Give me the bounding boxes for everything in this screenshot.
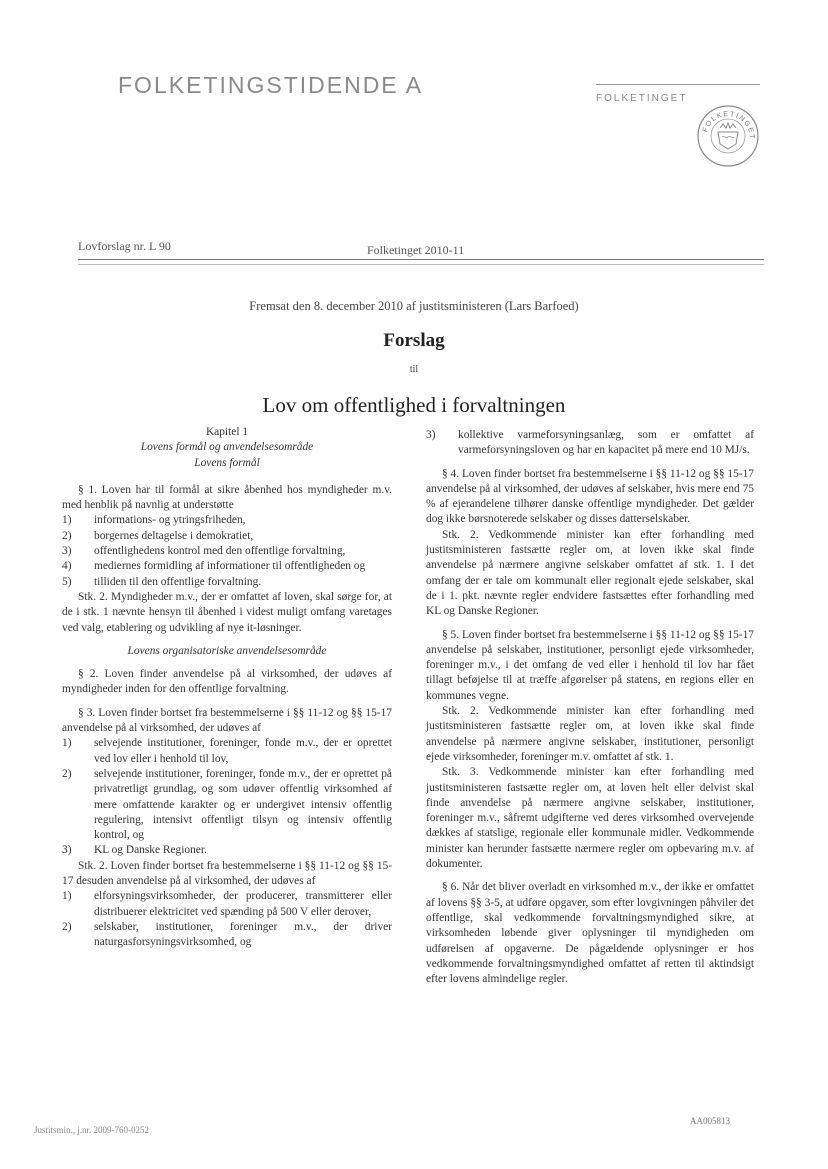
list-item: 3) offentlighedens kontrol med den offentlige forvaltning, (62, 545, 346, 558)
chapter-subheading: Lovens formål og anvendelsesområde (140, 441, 314, 454)
list-item: 2) selskaber, institutioner, foreninger m.v., der driver naturgasforsyningsvirksomhed, og (62, 920, 392, 949)
list-item: 3) KL og Danske Regioner. (62, 844, 207, 857)
document-code: AA005813 (690, 1116, 730, 1126)
chapter-heading: Kapitel 1 (205, 426, 249, 438)
divider (78, 259, 764, 260)
folketinget-label: FOLKETINGET (596, 93, 688, 104)
bill-number: Lovforslag nr. L 90 (78, 239, 171, 253)
heading-til: til (409, 364, 419, 375)
folketinget-rule (596, 84, 760, 85)
section-5: § 5. Loven finder bortset fra bestemmelserne i §§ 11-12 og §§ 15-17 anvendelse på selskaber, institutioner, personligt ejede virksomheder, foreninger m.v., i det omfang de ved eller i henhold til lov har fået tillagt beføjelse til at træffe afgørelser på statens, en regions eller en kommunes vegne. (426, 628, 754, 702)
section-4: § 4. Loven finder bortset fra bestemmelserne i §§ 11-12 og §§ 15-17 anvendelse på al virksomhed, der udøves af selskaber, hvis mere end 75 % af ejerandelene tilhører danske offentlige myndigheder. Det gælder dog ikke børsnoterede selskaber og disses datterselskaber. (426, 467, 754, 526)
left-column (62, 425, 392, 951)
section-1: § 1. Loven har til formål at sikre åbenhed hos myndigheder m.v. med henblik på navnlig at understøtte (62, 483, 392, 512)
list-item: 4) mediernes formidling af informationer til offentligheden og (62, 560, 366, 573)
masthead-title: FOLKETINGSTIDENDE A (118, 72, 424, 98)
section-1-stk-2: Stk. 2. Myndigheder m.v., der er omfattet af loven, skal sørge for, at de i stk. 1 nævnte hensyn til åbenhed i videst muligt omfang varetages ved valg, etablering og udvikling af nye it-løsninger. (62, 590, 392, 634)
section-5-stk-2: Stk. 2. Vedkommende minister kan efter forhandling med justitsministeren fastsætte regler om, at loven ikke skal finde anvendelse på nærmere angivne selskaber, institutioner, personligt ejede virksomheder, foreninger m.v. omfattet af stk. 1. (426, 705, 754, 763)
purpose-heading: Lovens formål (194, 456, 260, 469)
heading-forslag: Forslag (383, 330, 445, 351)
list-item: 5) tilliden til den offentlige forvaltning. (62, 575, 262, 588)
session: Folketinget 2010-11 (367, 243, 465, 257)
section-6: § 6. Når det bliver overladt en virksomhed m.v., der ikke er omfattet af lovens §§ 3-5, at udføre opgaver, som efter lovgivningen påhviler det offentlige, skal vedkommende forvaltningsmyndighed sikre, at virksomheden løbende giver oplysninger til myndigheden om udførelsen af opgaverne. De pågældende oplysninger er hos vedkommende forvaltningsmyndighed omfattet af retten til aktindsigt efter lovens almindelige regler. (426, 881, 754, 986)
journal-number: Justitsmin., j.nr. 2009-760-0252 (34, 1125, 150, 1135)
right-column (426, 428, 754, 987)
seal-text: FOLKETINGET (701, 110, 756, 141)
list-item: 2) borgernes deltagelse i demokratiet, (62, 529, 254, 542)
section-2: § 2. Loven finder anvendelse på al virksomhed, der udøves af myndigheder inden for den offentlige forvaltning. (62, 668, 392, 696)
section-3: § 3. Loven finder bortset fra bestemmelserne i §§ 11-12 og §§ 15-17 anvendelse på al virksomhed, der udøves af (62, 706, 392, 735)
list-item: 1) selvejende institutioner, foreninger, fonde m.v., der er oprettet ved lov eller i henhold til lov, (62, 737, 392, 765)
list-item: 2) selvejende institutioner, foreninger, fonde m.v., der er oprettet på privatretligt grundlag, og som udøver offentlig virksomhed af mere omfattende karakter og er undergivet intensiv offentlig regulering, intensivt offentligt tilsyn og intensiv offentlig kontrol, og (62, 767, 392, 842)
organisational-heading: Lovens organisatoriske anvendelsesområde (127, 644, 327, 657)
presented-line: Fremsat den 8. december 2010 af justitsministeren (Lars Barfoed) (249, 299, 579, 313)
list-item: 1) elforsyningsvirksomheder, der producerer, transmitterer eller distribuerer elektricitet ved spænding på 500 V eller derover, (62, 890, 392, 918)
law-title: Lov om offentlighed i forvaltningen (262, 393, 566, 417)
divider-secondary (78, 264, 764, 265)
list-item: 1) informations- og ytringsfriheden, (62, 514, 246, 527)
section-4-stk-2: Stk. 2. Vedkommende minister kan efter forhandling med justitsministeren fastsætte regler om, at loven ikke skal finde anvendelse på nærmere angivne selskaber omfattet af stk. 1. I det omfang der er tale om kommunalt eller regionalt ejede selskaber, skal de i 1. pkt. nævnte regler endvidere fastsættes efter forhandling med KL og Danske Regioner. (426, 528, 754, 618)
section-5-stk-3: Stk. 3. Vedkommende minister kan efter forhandling med justitsministeren fastsætte regler om, at loven helt eller delvist skal finde anvendelse på nærmere angivne selskaber, institutioner, foreninger m.v., såfremt udgifterne ved deres virksomhed overvejende dækkes af statslige, regionale eller kommunale midler. Vedkommende minister kan herunder fastsætte nærmere regler om opbevaring m.v. af dokumenter. (426, 766, 754, 871)
list-item: 3) kollektive varmeforsyningsanlæg, som er omfattet af varmeforsyningsloven og har en kapacitet på mere end 10 MJ/s. (426, 429, 754, 457)
section-3-stk-2: Stk. 2. Loven finder bortset fra bestemmelserne i §§ 11-12 og §§ 15-17 desuden anvendelse på al virksomhed, der udøves af (62, 859, 392, 888)
folketinget-seal-icon (696, 104, 760, 168)
